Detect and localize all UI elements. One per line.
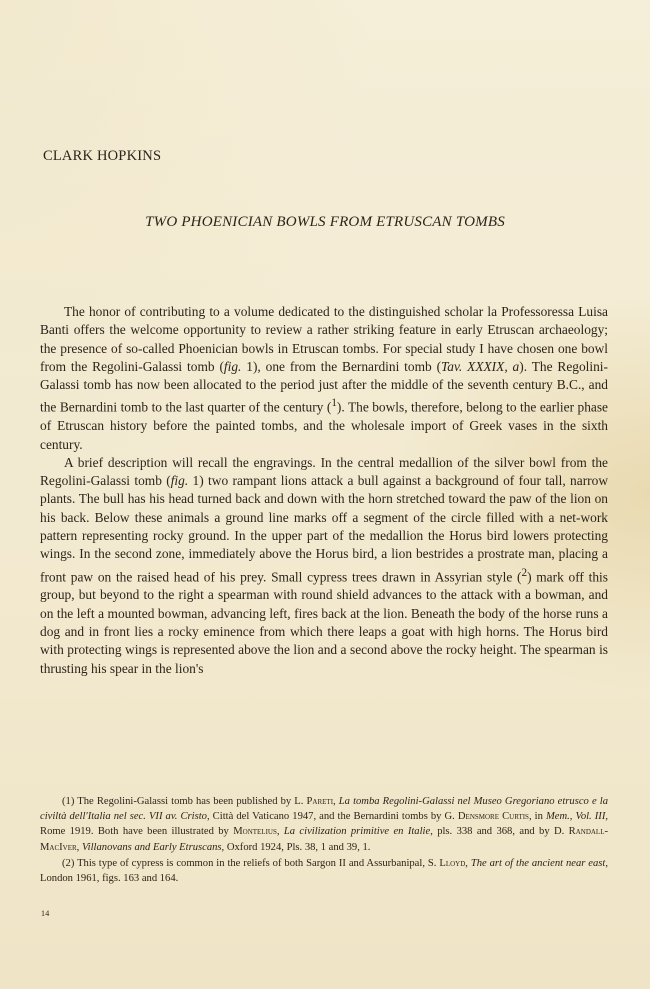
author-ref: Montelius [233,826,277,838]
author-ref: Densmore Curtis [457,811,529,823]
footnotes [40,794,608,887]
author-ref: Lloyd [439,857,466,869]
text-run: 1), one from the Bernardini tomb ( [241,358,442,374]
text-run: 1) two rampant lions attack a bull against a background of four tall, narrow plants. The bull has his head turned back and down with the horn stretched toward the paw of the lion on his back. Below these animals a ground line marks off a segment of the circle filled with a net-work pattern representing rocky ground. In the upper part of the medallion the Horus bird lowers protecting wings. In the second zone, immediately above the Horus bird, a lion bestrides a prostrate man, placing a front paw on the raised head of his prey. Small cypress trees drawn in Assyrian style ( [40,473,608,585]
article-title: TWO PHOENICIAN BOWLS FROM ETRUSCAN TOMBS [145,214,505,230]
fig-ref: fig. [170,473,189,489]
text-run: , pls. 338 and 368, and by D. [430,826,569,838]
author-ref: Randall-MacIver [40,826,609,853]
work-title: La civilization primitive en Italie [283,826,431,838]
author-ref: Pareti [306,796,334,807]
text-run: A brief description will recall the engravings. In the central medallion of the silver bowl from the Regolini-Galassi tomb ( [40,454,608,489]
text-run: ). The bowls, therefore, belong to the earlier phase of Etruscan history before the painted tombs, and the wholesale import of Greek vases in the sixth century. [40,399,608,452]
text-run: , Città del Vaticano 1947, and the Bernardini tombs by G. [206,811,458,823]
text-run: ). The Regolini-Galassi tomb has now been allocated to the period just after the middle of the seventh century B.C., and the Bernardini tomb to the last quarter of the century ( [40,358,608,415]
text-run: , [465,857,471,869]
page-number: 14 [41,909,50,918]
text-run: The honor of contributing to a volume dedicated to the distinguished scholar la Professoressa Luisa Banti offers the welcome opportunity to review a rather striking feature in early Etruscan archaeology; the presence of so-called Phoenician bowls in Etruscan tombs. For special study I have chosen one bowl from the Regolini-Galassi tomb ( [40,304,608,374]
work-title: Villanovans and Early Etruscans [81,841,222,853]
work-title: La tomba Regolini-Galassi nel Museo Gregoriano etrusco e la civiltà dell'Italia nel sec. VII av. Cristo [40,796,608,823]
text-run: , [333,796,339,807]
main-text [40,303,608,678]
text-run: (2) This type of cypress is common in the reliefs of both Sargon II and Assurbanipal, S. [62,857,440,869]
text-run: ) mark off this group, but beyond to the right a spearman with round shield advances to the attack with a bowman, and on the left a mounted bowman, advancing left, fires back at the lion. Beneath the body of the horse runs a dog and in front lies a rocky eminence from which there leaps a goat with high horns. The Horus bird with protecting wings is represented above the lion and a second above the rocky height. The spearman is thrusting his spear in the lion's [40,569,608,676]
footnote-2 [40,856,608,886]
work-title: Mem., Vol. III [545,811,606,823]
footnote-1 [40,794,608,855]
text-run: , Oxford 1924, Pls. 38, 1 and 39, 1. [221,841,371,853]
text-run: , in [528,811,546,823]
footnote-marker-1: 1 [331,397,337,410]
work-title: The art of the ancient near east [470,857,606,869]
text-run: , Rome 1919. Both have been illustrated by [40,811,609,838]
text-run: (1) The Regolini-Galassi tomb has been published by L. [62,796,307,807]
paragraph-2 [40,454,608,678]
text-run: , [76,841,82,853]
tav-ref: Tav. XXXIX, a [441,358,520,374]
fig-ref: fig. [223,358,242,374]
author-name: CLARK HOPKINS [43,148,162,164]
text-run: , [276,826,284,838]
paragraph-1 [40,303,608,454]
text-run: , London 1961, figs. 163 and 164. [40,857,609,885]
footnote-marker-2: 2 [521,566,528,579]
